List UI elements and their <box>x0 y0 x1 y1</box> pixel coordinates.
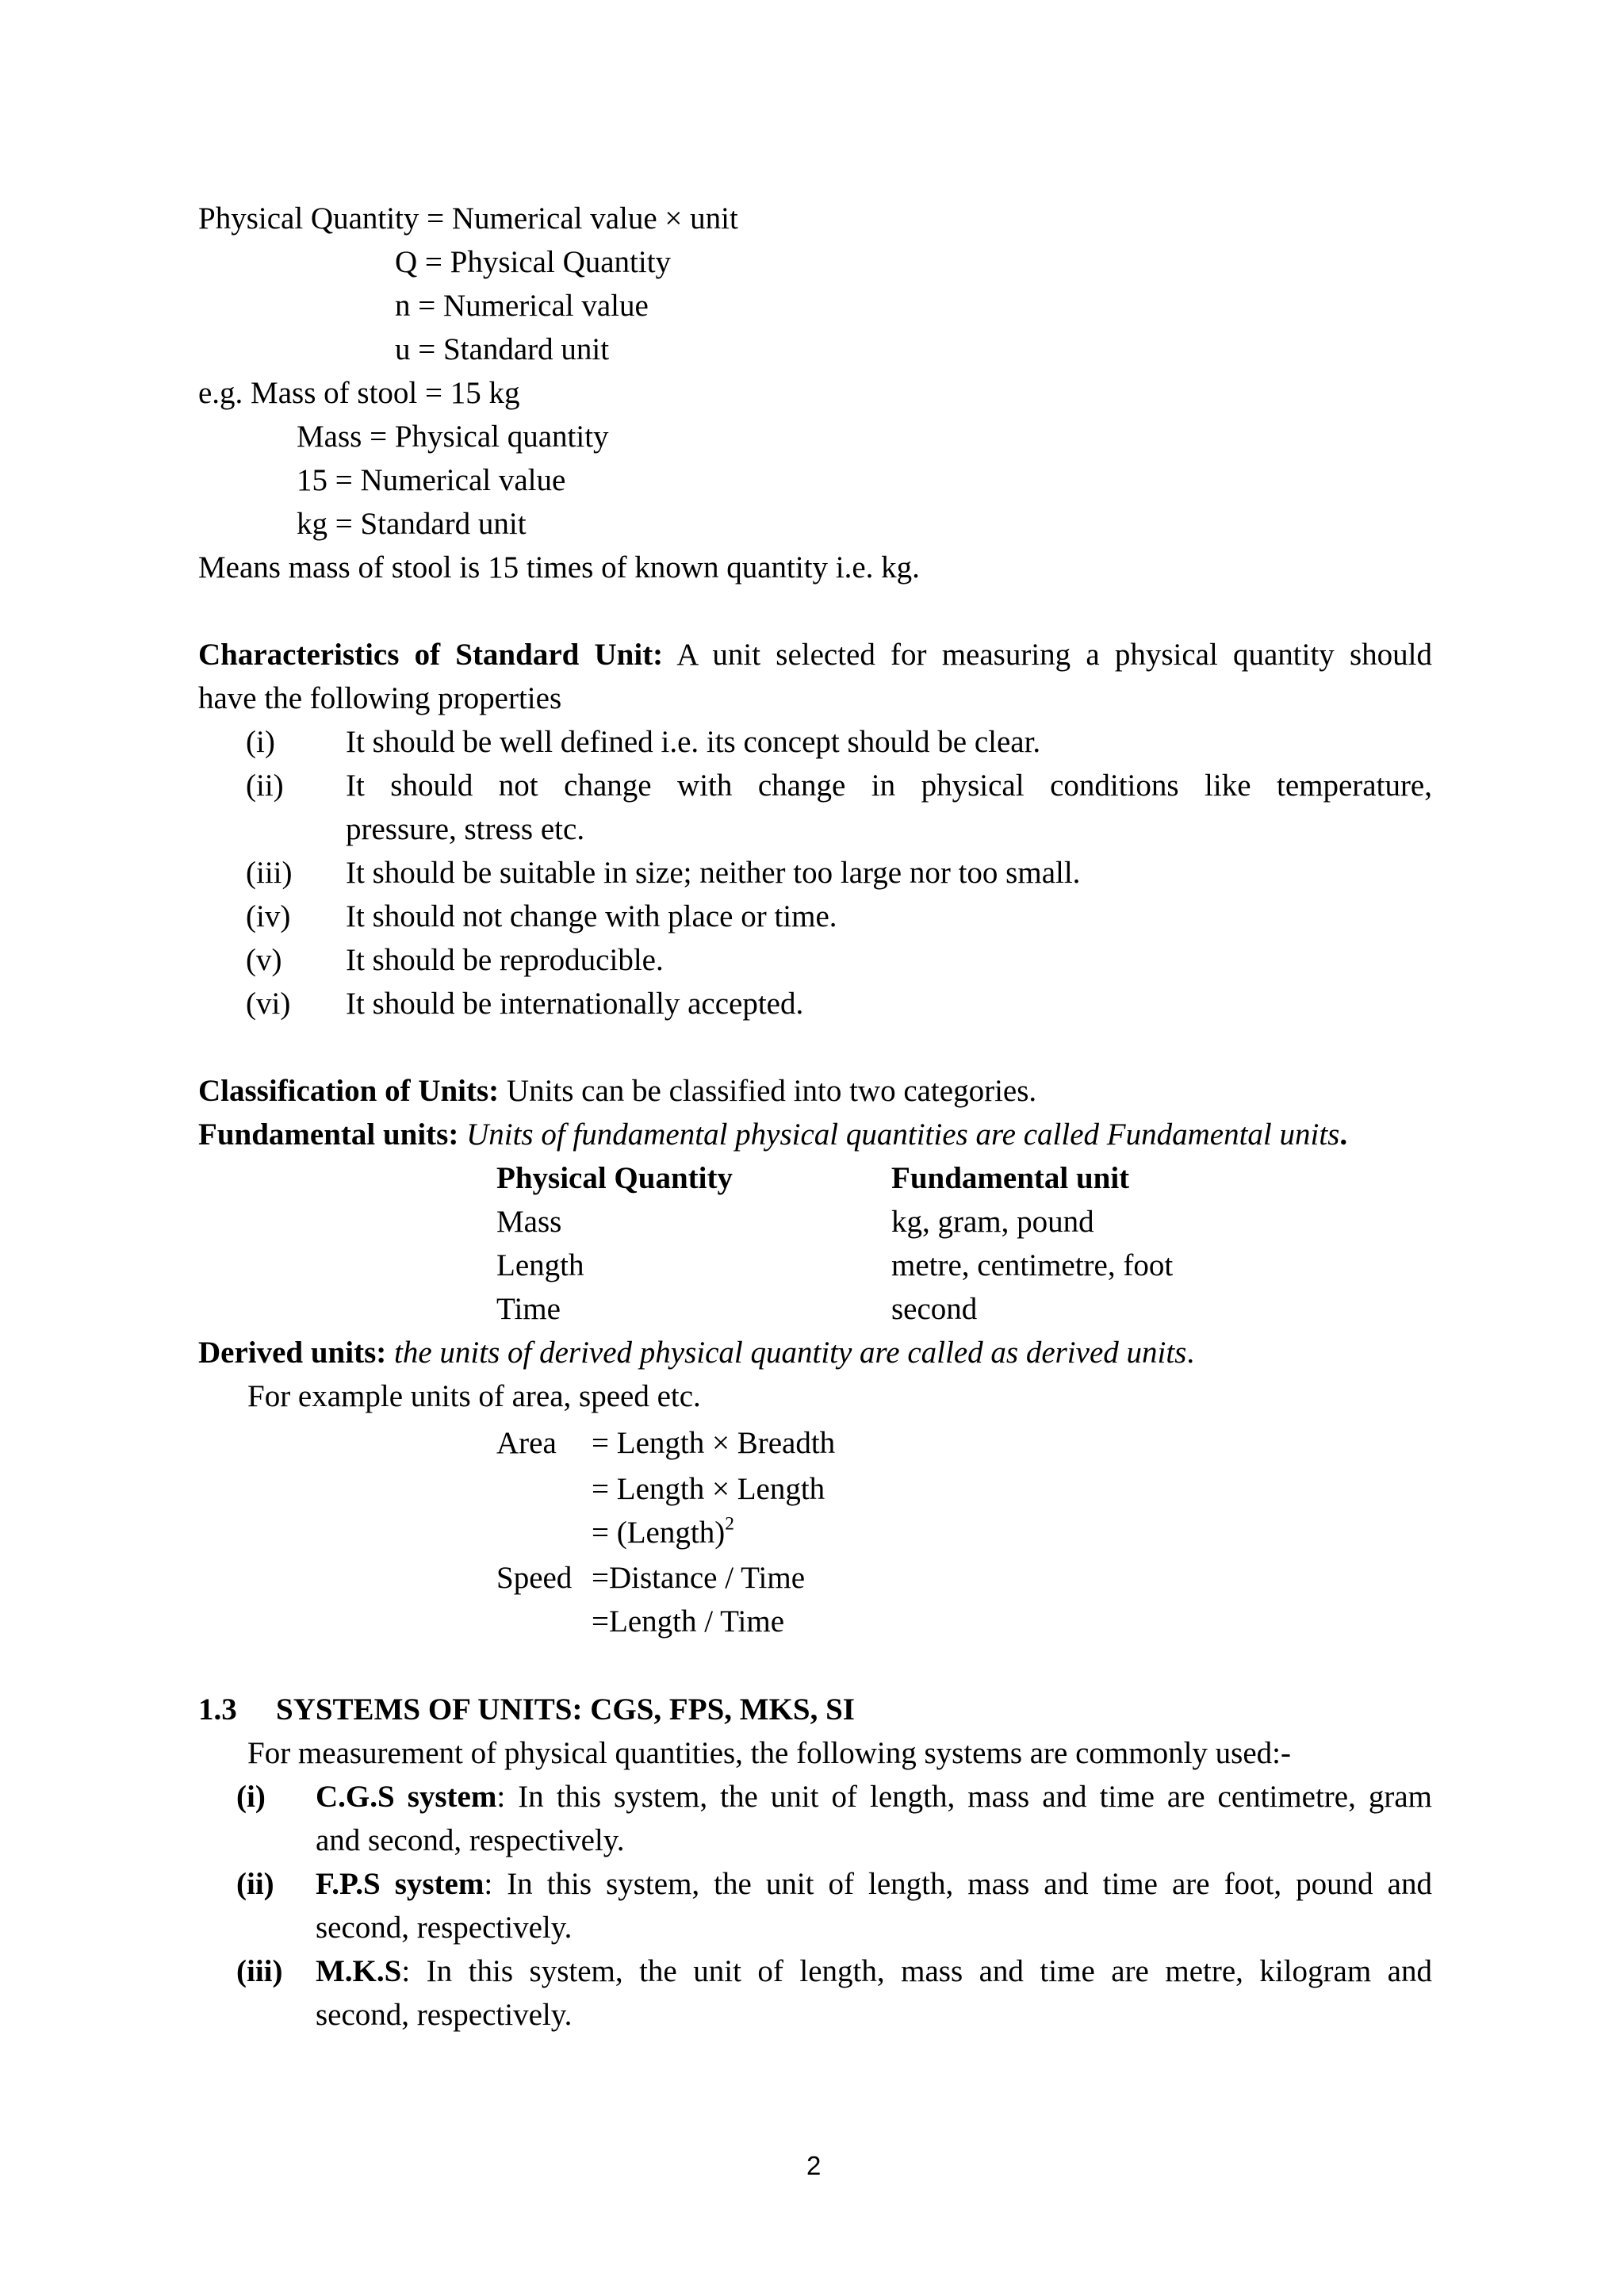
area-line: = Length × Breadth <box>592 1426 836 1460</box>
area-label: Area <box>496 1426 557 1460</box>
characteristics-paragraph <box>198 639 1432 670</box>
char-item-num: (vi) <box>246 987 291 1021</box>
derived-definition: the units of derived physical quantity are called as derived units <box>394 1336 1187 1370</box>
char-item-text: It should be suitable in size; neither too large nor too small. <box>346 856 1081 890</box>
char-item-num: (iv) <box>246 899 291 933</box>
example-value: 15 = Numerical value <box>297 463 566 497</box>
char-item-text: It should not change with place or time. <box>346 899 837 933</box>
table-cell-quantity: Time <box>496 1292 561 1326</box>
system-item-line <box>316 1781 1432 1812</box>
system-item-cont: second, respectively. <box>316 1998 573 2032</box>
char-item-text: It should be reproducible. <box>346 943 664 977</box>
system-item-num: (iii) <box>236 1954 283 1988</box>
characteristics-intro-cont: have the following properties <box>198 681 562 715</box>
example-means: Means mass of stool is 15 times of known quantity i.e. kg. <box>198 550 920 585</box>
derived-period: . <box>1186 1336 1195 1370</box>
char-item-num: (v) <box>246 943 282 977</box>
system-item-line <box>316 1869 1432 1899</box>
char-item-text: It should be well defined i.e. its concept should be clear. <box>346 725 1041 759</box>
system-name: C.G.S system <box>316 1780 497 1814</box>
classification-text: Units can be classified into two categories. <box>506 1074 1037 1108</box>
system-desc: : In this system, the unit of length, mass and time are centimetre, gram <box>496 1780 1432 1814</box>
system-item-num: (i) <box>236 1780 266 1814</box>
derived-heading: Derived units: <box>198 1336 387 1370</box>
table-cell-unit: kg, gram, pound <box>891 1205 1094 1239</box>
formula-main: Physical Quantity = Numerical value × unit <box>198 201 738 236</box>
table-header-quantity: Physical Quantity <box>496 1161 733 1195</box>
system-name: F.P.S system <box>316 1867 485 1901</box>
char-item-text: It should be internationally accepted. <box>346 987 804 1021</box>
speed-label: Speed <box>496 1561 573 1595</box>
table-header-unit: Fundamental unit <box>891 1161 1130 1195</box>
characteristics-intro: A unit selected for measuring a physical quantity should <box>676 638 1432 672</box>
fundamental-period: . <box>1339 1117 1348 1152</box>
section-number: 1.3 <box>198 1692 237 1727</box>
section-intro: For measurement of physical quantities, the following systems are commonly used:- <box>247 1736 1291 1770</box>
formula-n: n = Numerical value <box>395 289 649 323</box>
table-cell-quantity: Mass <box>496 1205 562 1239</box>
char-item-num: (ii) <box>246 769 284 803</box>
formula-u: u = Standard unit <box>395 332 610 366</box>
section-title: SYSTEMS OF UNITS: CGS, FPS, MKS, SI <box>276 1692 855 1727</box>
table-cell-unit: second <box>891 1292 978 1326</box>
system-name: M.K.S <box>316 1954 402 1988</box>
area-line: = Length × Length <box>592 1472 825 1506</box>
area-exponent: 2 <box>725 1513 734 1535</box>
classification-line <box>198 1075 1036 1106</box>
example-kg: kg = Standard unit <box>297 507 527 541</box>
char-item-num: (i) <box>246 725 275 759</box>
example-mass: Mass = Physical quantity <box>297 420 609 454</box>
system-item-cont: second, respectively. <box>316 1911 573 1945</box>
formula-q: Q = Physical Quantity <box>395 245 672 279</box>
system-item-line <box>316 1956 1432 1987</box>
fundamental-line <box>198 1119 1347 1150</box>
char-item-text-cont: pressure, stress etc. <box>346 812 585 846</box>
table-cell-quantity: Length <box>496 1248 584 1282</box>
characteristics-heading: Characteristics of Standard Unit: <box>198 638 664 672</box>
char-item-num: (iii) <box>246 856 293 890</box>
system-item-num: (ii) <box>236 1867 274 1901</box>
fundamental-definition: Units of fundamental physical quantities are called Fundamental units <box>466 1117 1340 1152</box>
speed-line: =Length / Time <box>592 1604 785 1639</box>
page-number: 2 <box>806 2151 822 2180</box>
system-item-cont: and second, respectively. <box>316 1823 625 1857</box>
derived-line <box>198 1337 1194 1368</box>
classification-heading: Classification of Units: <box>198 1074 500 1108</box>
area-line: = (Length) <box>592 1516 726 1550</box>
table-cell-unit: metre, centimetre, foot <box>891 1248 1174 1282</box>
system-desc: : In this system, the unit of length, mass and time are metre, kilogram and <box>401 1954 1432 1988</box>
example-intro: e.g. Mass of stool = 15 kg <box>198 376 520 410</box>
char-item-text: It should not change with change in physical conditions like temperature, <box>346 769 1432 803</box>
speed-line: =Distance / Time <box>592 1561 806 1595</box>
system-desc: : In this system, the unit of length, mass and time are foot, pound and <box>484 1867 1432 1901</box>
area-line-squared <box>592 1513 734 1550</box>
derived-example: For example units of area, speed etc. <box>247 1379 701 1413</box>
fundamental-heading: Fundamental units: <box>198 1117 459 1152</box>
